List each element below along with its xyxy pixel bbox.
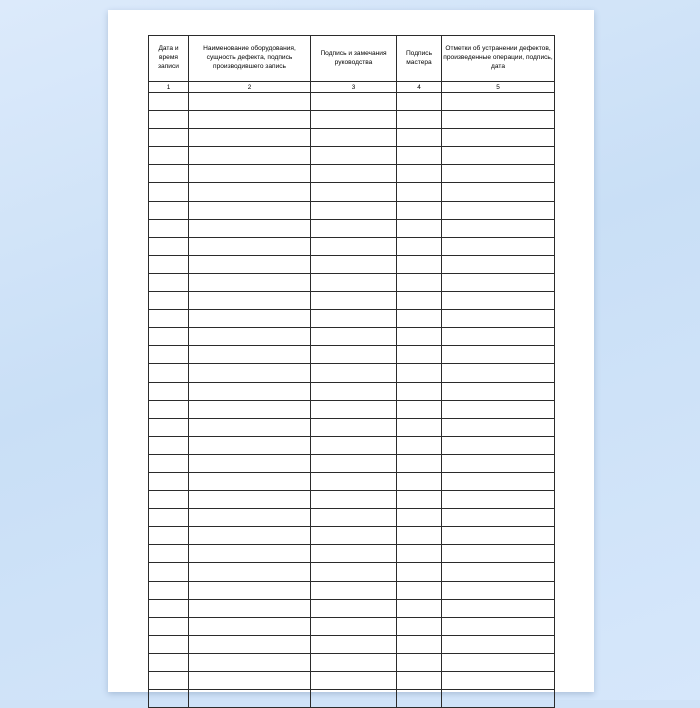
table-cell[interactable] [189,472,311,490]
table-cell[interactable] [311,599,397,617]
table-cell[interactable] [189,165,311,183]
table-cell[interactable] [149,219,189,237]
table-cell[interactable] [149,545,189,563]
table-cell[interactable] [397,690,442,708]
table-row[interactable] [149,165,555,183]
column-number-3: 3 [311,82,397,93]
table-cell[interactable] [149,328,189,346]
column-header-foreman-signature: Подпись мастера [397,36,442,82]
table-cell[interactable] [311,382,397,400]
table-cell[interactable] [442,346,555,364]
table-cell[interactable] [311,237,397,255]
table-row[interactable] [149,93,555,111]
table-cell[interactable] [149,237,189,255]
table-cell[interactable] [149,400,189,418]
table-cell[interactable] [189,491,311,509]
table-cell[interactable] [189,454,311,472]
table-cell[interactable] [311,129,397,147]
table-cell[interactable] [397,165,442,183]
table-cell[interactable] [311,545,397,563]
table-cell[interactable] [397,527,442,545]
table-cell[interactable] [311,454,397,472]
table-cell[interactable] [311,581,397,599]
table-row[interactable] [149,454,555,472]
table-row[interactable] [149,310,555,328]
table-cell[interactable] [311,201,397,219]
table-cell[interactable] [442,201,555,219]
table-row[interactable] [149,292,555,310]
table-cell[interactable] [442,400,555,418]
table-cell[interactable] [397,454,442,472]
table-cell[interactable] [397,617,442,635]
table-cell[interactable] [189,563,311,581]
table-cell[interactable] [149,364,189,382]
table-cell[interactable] [189,111,311,129]
table-row[interactable] [149,545,555,563]
table-cell[interactable] [189,273,311,291]
table-row[interactable] [149,219,555,237]
table-cell[interactable] [149,201,189,219]
table-cell[interactable] [189,400,311,418]
table-cell[interactable] [149,599,189,617]
table-column-number-row [149,82,555,93]
table-cell[interactable] [397,346,442,364]
table-header-row [149,36,555,82]
table-row[interactable] [149,653,555,671]
table-body [149,93,555,708]
table-cell[interactable] [149,527,189,545]
table-cell[interactable] [311,219,397,237]
table-cell[interactable] [311,346,397,364]
table-cell[interactable] [189,255,311,273]
table-cell[interactable] [397,653,442,671]
table-cell[interactable] [442,581,555,599]
table-cell[interactable] [189,509,311,527]
table-cell[interactable] [311,364,397,382]
table-cell[interactable] [311,472,397,490]
table-cell[interactable] [442,545,555,563]
table-cell[interactable] [149,472,189,490]
table-cell[interactable] [397,436,442,454]
table-cell[interactable] [397,292,442,310]
table-cell[interactable] [397,310,442,328]
table-cell[interactable] [311,509,397,527]
table-cell[interactable] [311,672,397,690]
table-cell[interactable] [311,527,397,545]
column-header-defect-resolution: Отметки об устранении дефектов, произведенные операции, подпись, дата [442,36,555,82]
table-cell[interactable] [149,436,189,454]
table-cell[interactable] [442,111,555,129]
table-cell[interactable] [149,672,189,690]
document-page [108,10,594,692]
table-cell[interactable] [397,472,442,490]
table-cell[interactable] [311,563,397,581]
column-number-4: 4 [397,82,442,93]
table-row[interactable] [149,491,555,509]
column-number-5: 5 [442,82,555,93]
table-cell[interactable] [397,400,442,418]
table-cell[interactable] [397,672,442,690]
column-header-equipment-defect: Наименование оборудования, сущность дефекта, подпись производившего запись [189,36,311,82]
table-cell[interactable] [397,183,442,201]
table-cell[interactable] [442,147,555,165]
table-cell[interactable] [189,147,311,165]
table-row[interactable] [149,382,555,400]
table-row[interactable] [149,255,555,273]
table-row[interactable] [149,599,555,617]
table-cell[interactable] [442,509,555,527]
table-cell[interactable] [311,436,397,454]
table-cell[interactable] [149,111,189,129]
table-cell[interactable] [311,292,397,310]
table-cell[interactable] [189,93,311,111]
table-cell[interactable] [149,129,189,147]
table-cell[interactable] [311,111,397,129]
table-cell[interactable] [442,472,555,490]
table-cell[interactable] [397,328,442,346]
table-cell[interactable] [442,527,555,545]
table-cell[interactable] [442,672,555,690]
table-cell[interactable] [442,599,555,617]
table-cell[interactable] [189,418,311,436]
table-cell[interactable] [397,201,442,219]
table-cell[interactable] [189,635,311,653]
table-row[interactable] [149,364,555,382]
table-cell[interactable] [189,328,311,346]
table-cell[interactable] [442,292,555,310]
column-header-date-time: Дата и время записи [149,36,189,82]
table-row[interactable] [149,273,555,291]
table-row[interactable] [149,147,555,165]
table-cell[interactable] [311,165,397,183]
table-cell[interactable] [442,436,555,454]
table-cell[interactable] [189,346,311,364]
table-cell[interactable] [149,690,189,708]
table-cell[interactable] [189,599,311,617]
table-row[interactable] [149,635,555,653]
table-cell[interactable] [442,418,555,436]
table-row[interactable] [149,129,555,147]
column-header-management-signature: Подпись и замечания руководства [311,36,397,82]
table-row[interactable] [149,436,555,454]
table-cell[interactable] [149,509,189,527]
table-cell[interactable] [442,273,555,291]
table-cell[interactable] [442,93,555,111]
column-number-2: 2 [189,82,311,93]
table-cell[interactable] [442,454,555,472]
table-cell[interactable] [189,310,311,328]
table-cell[interactable] [311,690,397,708]
table-row[interactable] [149,581,555,599]
table-row[interactable] [149,111,555,129]
table-cell[interactable] [397,255,442,273]
table-cell[interactable] [311,183,397,201]
table-cell[interactable] [149,346,189,364]
table-row[interactable] [149,617,555,635]
table-cell[interactable] [149,653,189,671]
table-row[interactable] [149,527,555,545]
table-cell[interactable] [397,219,442,237]
table-cell[interactable] [149,617,189,635]
table-row[interactable] [149,328,555,346]
table-cell[interactable] [442,690,555,708]
table-cell[interactable] [189,527,311,545]
table-cell[interactable] [189,672,311,690]
table-cell[interactable] [189,292,311,310]
table-cell[interactable] [311,400,397,418]
table-row[interactable] [149,509,555,527]
table-cell[interactable] [397,418,442,436]
table-cell[interactable] [149,147,189,165]
table-cell[interactable] [149,563,189,581]
table-cell[interactable] [397,563,442,581]
table-cell[interactable] [311,328,397,346]
journal-table [148,35,555,708]
table-cell[interactable] [189,382,311,400]
table-cell[interactable] [189,545,311,563]
table-row[interactable] [149,563,555,581]
table-cell[interactable] [442,310,555,328]
table-row[interactable] [149,183,555,201]
table-cell[interactable] [397,129,442,147]
table-cell[interactable] [442,653,555,671]
table-cell[interactable] [397,599,442,617]
table-cell[interactable] [397,545,442,563]
table-row[interactable] [149,400,555,418]
table-row[interactable] [149,237,555,255]
table-cell[interactable] [149,418,189,436]
table-cell[interactable] [189,219,311,237]
table-cell[interactable] [189,364,311,382]
table-row[interactable] [149,346,555,364]
table-cell[interactable] [442,491,555,509]
table-cell[interactable] [149,635,189,653]
table-cell[interactable] [442,255,555,273]
table-cell[interactable] [149,382,189,400]
table-cell[interactable] [189,129,311,147]
table-cell[interactable] [397,93,442,111]
table-row[interactable] [149,672,555,690]
table-row[interactable] [149,690,555,708]
table-cell[interactable] [397,635,442,653]
table-cell[interactable] [442,563,555,581]
table-cell[interactable] [189,436,311,454]
table-cell[interactable] [311,255,397,273]
table-cell[interactable] [189,201,311,219]
table-cell[interactable] [442,165,555,183]
table-header [149,36,555,93]
table-cell[interactable] [149,93,189,111]
table-cell[interactable] [149,165,189,183]
table-cell[interactable] [149,183,189,201]
table-cell[interactable] [397,273,442,291]
table-cell[interactable] [311,147,397,165]
column-number-1: 1 [149,82,189,93]
table-cell[interactable] [149,255,189,273]
table-cell[interactable] [311,491,397,509]
table-cell[interactable] [397,111,442,129]
table-cell[interactable] [311,617,397,635]
table-cell[interactable] [397,237,442,255]
table-cell[interactable] [149,310,189,328]
table-cell[interactable] [189,237,311,255]
table-cell[interactable] [311,653,397,671]
table-cell[interactable] [397,509,442,527]
table-cell[interactable] [311,635,397,653]
table-cell[interactable] [149,581,189,599]
table-cell[interactable] [442,382,555,400]
table-cell[interactable] [442,183,555,201]
table-cell[interactable] [397,491,442,509]
journal-table-container [148,35,554,708]
table-cell[interactable] [149,491,189,509]
table-cell[interactable] [311,310,397,328]
table-cell[interactable] [189,690,311,708]
table-cell[interactable] [442,219,555,237]
table-cell[interactable] [397,581,442,599]
table-cell[interactable] [149,454,189,472]
table-cell[interactable] [189,617,311,635]
table-row[interactable] [149,418,555,436]
table-cell[interactable] [189,653,311,671]
table-cell[interactable] [311,273,397,291]
table-cell[interactable] [189,183,311,201]
table-row[interactable] [149,472,555,490]
table-cell[interactable] [149,273,189,291]
table-cell[interactable] [442,328,555,346]
table-cell[interactable] [311,93,397,111]
table-cell[interactable] [189,581,311,599]
table-cell[interactable] [442,635,555,653]
table-cell[interactable] [149,292,189,310]
table-cell[interactable] [442,129,555,147]
table-cell[interactable] [397,382,442,400]
table-cell[interactable] [397,364,442,382]
table-row[interactable] [149,201,555,219]
table-cell[interactable] [442,237,555,255]
table-cell[interactable] [442,617,555,635]
table-cell[interactable] [442,364,555,382]
table-cell[interactable] [397,147,442,165]
table-cell[interactable] [311,418,397,436]
